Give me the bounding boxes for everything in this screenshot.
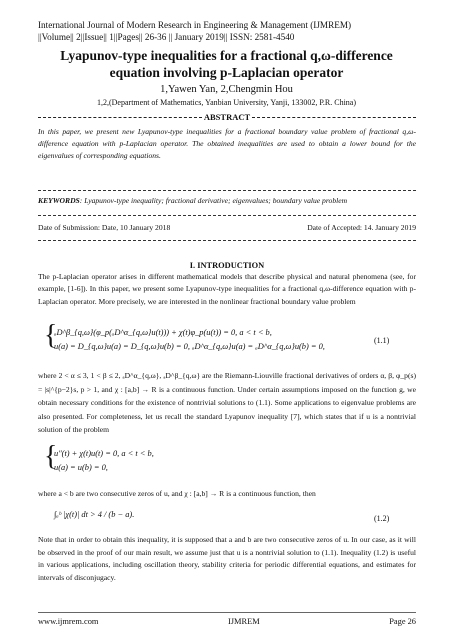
paragraph-4: Note that in order to obtain this inequality, it is supposed that a and b are two consecutive zeros of u. In our case, as it will be observed in the proof of our main result, we assume just that u is a nontrivial solution to (1.1). Inequality (1.2) is useful in various applications, including oscillation theory, stability criteria for periodic differential equations, and estimates for intervals of disconjugacy. [38,535,416,582]
section-rule-1 [38,190,416,191]
journal-name: International Journal of Modern Research in Engineering & Management (IJMREM) [38,20,352,30]
section-heading: I. INTRODUCTION [189,261,265,270]
footer-rule [38,612,416,613]
affiliation: 1,2,(Department of Mathematics, Yanbian University, Yanji, 133002, P.R. China) [96,98,356,107]
paper-title-line-1: Lyapunov-type inequalities for a fractional q,ω-difference [60,48,393,63]
intro-paragraph: The p-Laplacian operator arises in different mathematical models that describe physical and natural phenomena (see, for example, [1-6]). In this paper, we present some Lyapunov-type inequalities for a fractional q,ω-difference equation with p-Laplacian operator. More precisely, we are interested in the nonlinear fractional boundary value problem [38,272,416,306]
equation-1-row-1: ₐD^β_{q,ω}(φ_p(ₐD^α_{q,ω}u(t))) + χ(t)φ_p(u(t)) = 0, a < t < b, [54,328,272,337]
equation-2 [44,441,154,475]
equation-1-row-2: u(a) = D_{q,ω}u(a) = D_{q,ω}u(b) = 0, ₐD^α_{q,ω}u(a) = ₐD^α_{q,ω}u(b) = 0, [54,342,325,351]
paragraph-3: where a < b are two consecutive zeros of u, and χ : [a,b] → R is a continuous function, then [38,489,316,498]
footer-site: www.ijmrem.com [38,617,99,626]
keywords [38,196,416,205]
keywords-label: KEYWORDS [38,196,80,205]
equation-1-number: (1.1) [374,336,390,345]
abstract-label: ABSTRACT [203,112,251,122]
equation-2-row-1: u″(t) + χ(t)u(t) = 0, a < t < b, [54,449,154,458]
page-footer [38,617,416,626]
journal-volume-info: ||Volume|| 2||Issue|| 1||Pages|| 26-36 || January 2019|| ISSN: 2581-4540 [38,31,295,42]
journal-header [38,20,351,43]
paper-title [30,47,423,81]
paper-title-line-2: equation involving p-Laplacian operator [109,65,344,80]
paragraph-2: where 2 < α ≤ 3, 1 < β ≤ 2, ₐD^α_{q,ω}, ₐD^β_{q,ω} are the Riemann-Liouville fractional derivatives of orders α, β, φ_p(s) = |s|^{p−2}s, p > 1, and χ : [a,b] → R is a continuous function. Under certain assumptions imposed on the function g, we obtain necessary conditions for the existence of nontrivial solutions to (1.1). Some applications to eigenvalue problems are also presented. For completeness, let us recall the standard Lyapunov inequality [7], which states that if u is a nontrivial solution of the problem [38,371,416,435]
authors: 1,Yawen Yan, 2,Chengmin Hou [160,84,293,95]
abstract-text: In this paper, we present new Lyapunov-type inequalities for a fractional boundary value problem of fractional q,ω-difference equation with p-Laplacian operator. The obtained inequalities are used to obtain a lower bound for the eigenvalues of corresponding equations. [38,127,416,160]
dates-row [38,223,416,232]
equation-2-row-2: u(a) = u(b) = 0, [54,463,108,472]
submission-date: Date of Submission: Date, 10 January 2018 [38,223,171,232]
abstract-divider [38,112,416,122]
section-rule-3 [38,240,416,241]
footer-page: Page 26 [389,617,416,626]
accepted-date: Date of Accepted: 14. January 2019 [307,223,416,232]
left-brace: { [44,441,58,472]
left-brace: { [44,320,58,351]
equation-3-number: (1.2) [374,514,390,523]
footer-journal: IJMREM [228,617,260,626]
equation-3: ∫ₐᵇ |χ(t)| dt > 4 / (b − a). [54,510,135,519]
equation-1 [44,320,325,354]
section-rule-2 [38,215,416,216]
keywords-text: : Lyapunov-type inequality; fractional derivative; eigenvalues; boundary value problem [79,196,348,205]
